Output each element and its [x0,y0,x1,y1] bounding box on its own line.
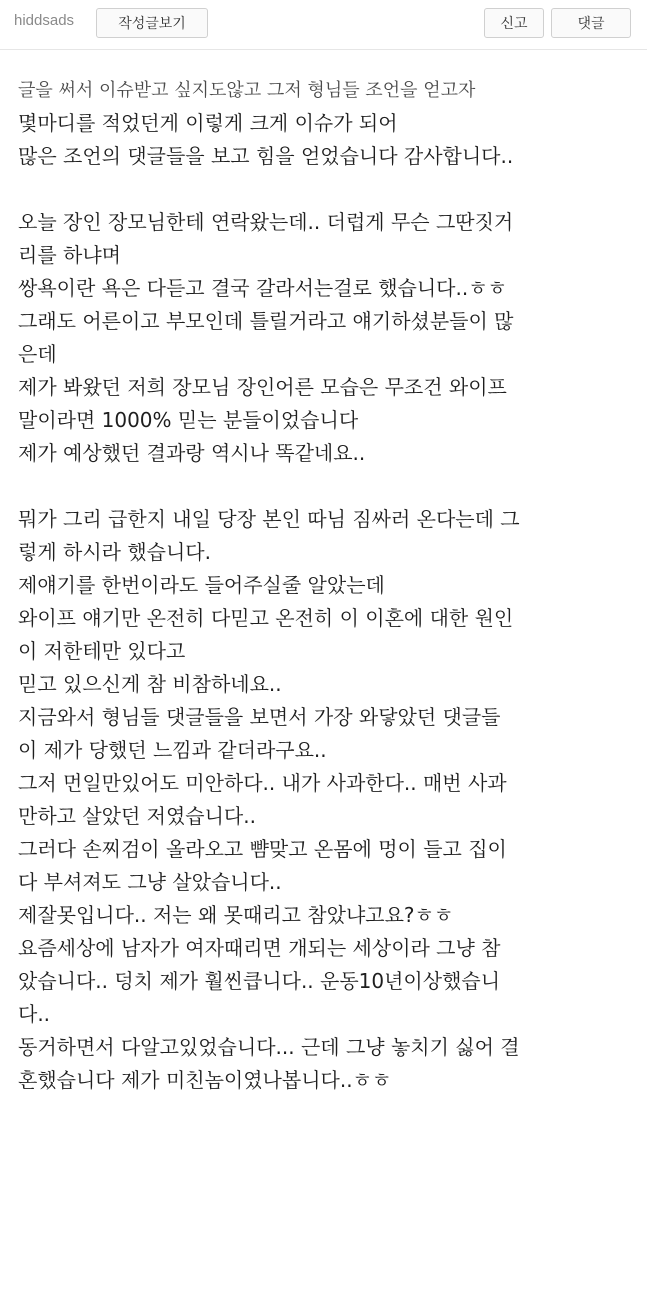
post-text-line: 은데 [18,342,57,366]
post-text-line: 이 제가 당했던 느낌과 같더라구요.. [18,738,327,762]
post-body [18,74,630,1097]
paragraph-gap [18,173,630,206]
post-text-line: 제가 봐왔던 저희 장모님 장인어른 모습은 무조건 와이프 [18,375,507,399]
post-text-line: 글을 써서 이슈받고 싶지도않고 그저 형님들 조언을 얻고자 [18,80,476,101]
post-text-line: 그래도 어른이고 부모인데 틀릴거라고 얘기하셨분들이 많 [18,309,514,333]
post-text-line: 지금와서 형님들 댓글들을 보면서 가장 와닿았던 댓글들 [18,705,501,729]
post-text-line: 았습니다.. 덩치 제가 훨씬큽니다.. 운동10년이상했습니 [18,969,501,993]
post-text-line: 오늘 장인 장모님한테 연락왔는데.. 더럽게 무슨 그딴짓거 [18,210,514,234]
post-header-bar [0,0,647,50]
view-posts-button[interactable]: 작성글보기 [96,8,208,38]
post-text-line: 믿고 있으신게 참 비참하네요.. [18,672,282,696]
comment-button[interactable]: 댓글 [551,8,631,38]
post-text-line: 뭐가 그리 급한지 내일 당장 본인 따님 짐싸러 온다는데 그 [18,507,520,531]
report-button[interactable]: 신고 [484,8,544,38]
post-text-line: 다 부셔져도 그냥 살았습니다.. [18,870,282,894]
post-text-line: 리를 하냐며 [18,243,121,267]
post-text-line: 제잘못입니다.. 저는 왜 못때리고 참았냐고요?ㅎㅎ [18,903,454,927]
post-text-line: 쌍욕이란 욕은 다듣고 결국 갈라서는걸로 했습니다..ㅎㅎ [18,276,507,300]
post-text-line: 그러다 손찌검이 올라오고 뺨맞고 온몸에 멍이 들고 집이 [18,837,507,861]
post-text-line: 그저 먼일만있어도 미안하다.. 내가 사과한다.. 매번 사과 [18,771,507,795]
post-text-line: 말이라면 1000% 믿는 분들이었습니다 [18,408,359,432]
paragraph-gap [18,470,630,503]
post-text-line: 요즘세상에 남자가 여자때리면 개되는 세상이라 그냥 참 [18,936,501,960]
post-text-line: 동거하면서 다알고있었습니다... 근데 그냥 놓치기 싫어 결 [18,1035,520,1059]
author-username[interactable]: hiddsads [14,12,75,29]
post-text-line: 몇마디를 적었던게 이렇게 크게 이슈가 되어 [18,111,398,135]
post-text-line: 와이프 얘기만 온전히 다믿고 온전히 이 이혼에 대한 원인 [18,606,514,630]
post-text-line: 많은 조언의 댓글들을 보고 힘을 얻었습니다 감사합니다.. [18,144,514,168]
post-text-line: 혼했습니다 제가 미친놈이였나봅니다..ㅎㅎ [18,1068,392,1092]
post-text-line: 이 저한테만 있다고 [18,639,186,663]
post-text-line: 렇게 하시라 했습니다. [18,540,211,564]
post-text-line: 다.. [18,1002,51,1026]
post-text-line: 만하고 살았던 저였습니다.. [18,804,256,828]
post-text-line: 제가 예상했던 결과랑 역시나 똑같네요.. [18,441,366,465]
post-text-line: 제얘기를 한번이라도 들어주실줄 알았는데 [18,573,385,597]
